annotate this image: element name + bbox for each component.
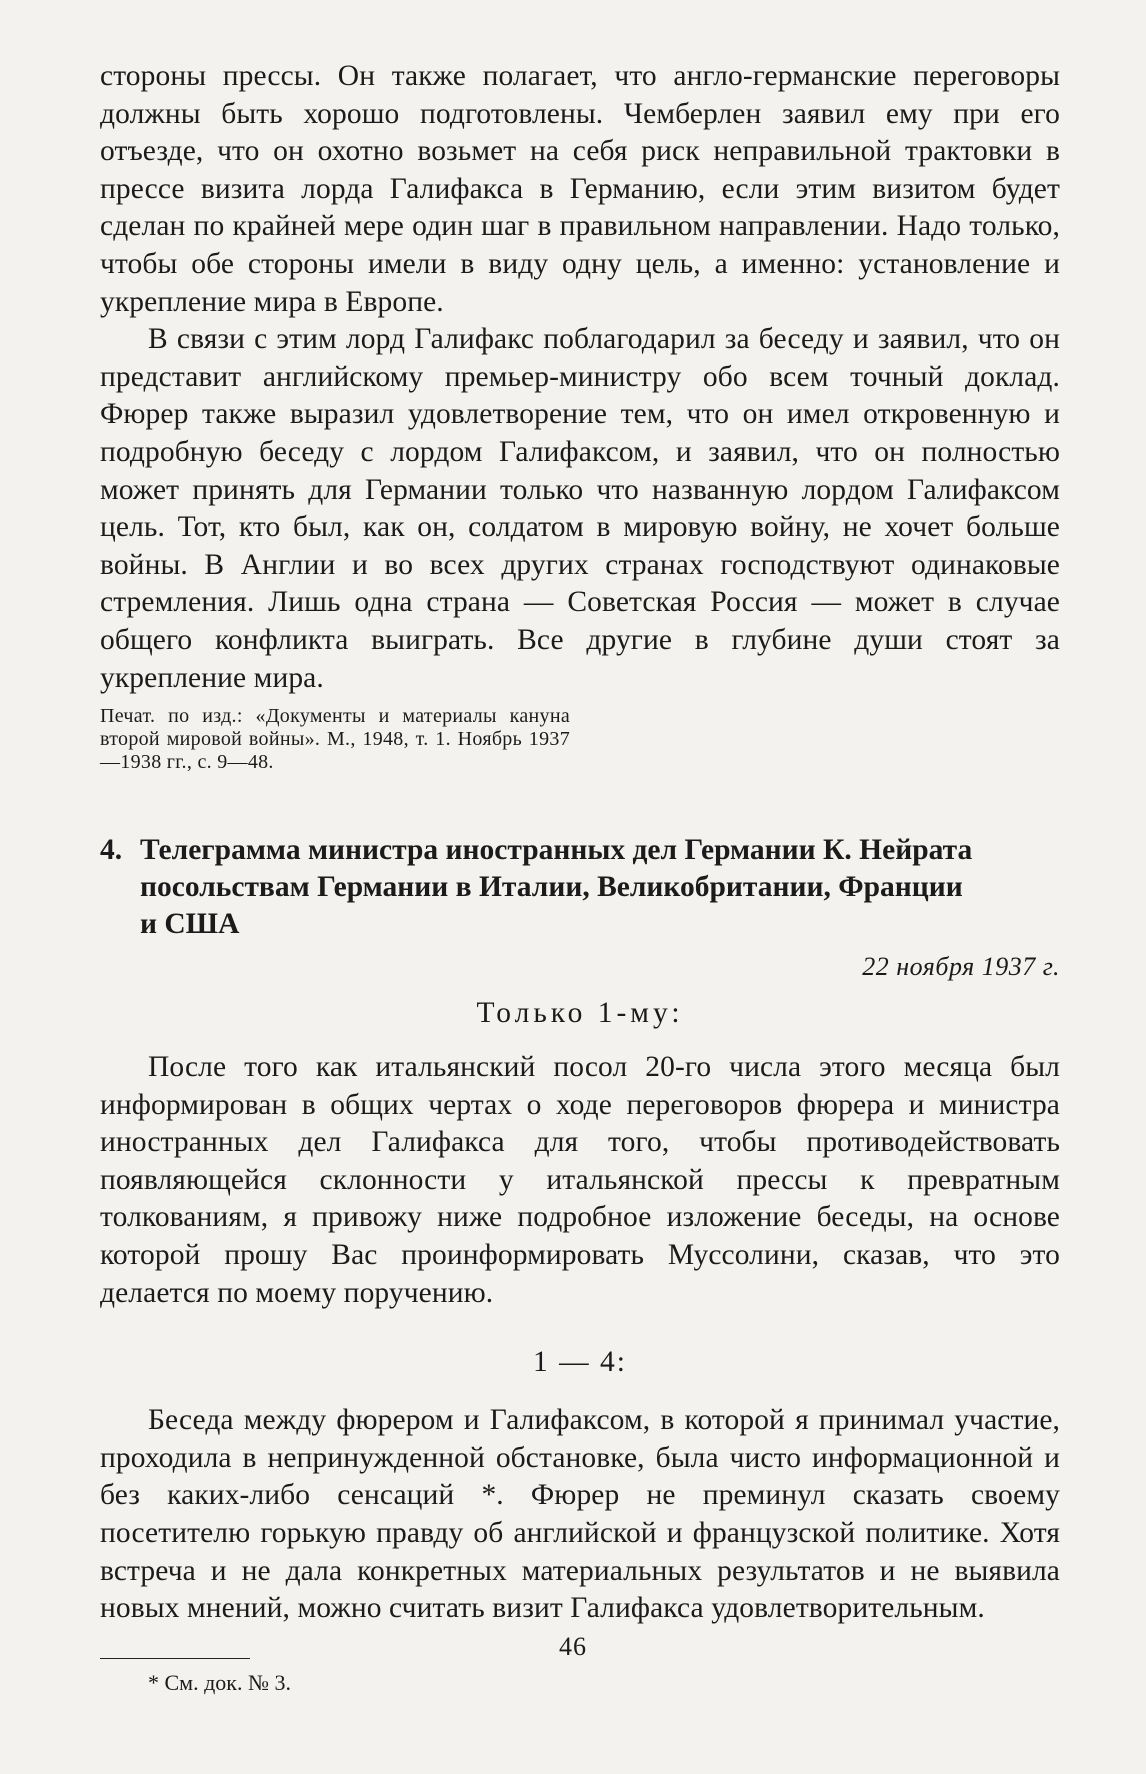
- document-title-line3: и США: [140, 908, 240, 941]
- paragraph-halifax-response: В связи с этим лорд Галифакс поблагодарил за беседу и заявил, что он представит английскому премьер-министру обо всем точный доклад. Фюрер также выразил удовлетворение тем, что он имел откровенную и подробную беседу с лордом Галифаксом, и заявил, что он полностью может принять для Германии только что названную лордом Галифаксом цель. Тот, кто был, как он, солдатом в мировую войну, не хочет больше войны. В Англии и во всех других странах господствуют одинаковые стремления. Лишь одна страна — Советская Россия — может в случае общего конфликта выиграть. Все другие в глубине души стоят за укрепление мира.: [100, 323, 1060, 694]
- page-number: 46: [559, 1632, 587, 1661]
- document-title-line1: Телеграмма министра иностранных дел Германии К. Нейрата: [140, 834, 973, 867]
- paragraph-conversation: Беседа между фюрером и Галифаксом, в которой я принимал участие, проходила в непринужденной обстановке, была чисто информационной и без каких-либо сенсаций *. Фюрер не преминул сказать своему посетителю горькую правду об английской и французской политике. Хотя встреча и не дала конкретных материальных результатов и не выявила новых мнений, можно считать визит Галифакса удовлетворительным.: [100, 1404, 1060, 1625]
- footnote: * См. док. № 3.: [148, 1669, 291, 1695]
- addressee-label: Только 1-му:: [476, 997, 684, 1030]
- spacer: [100, 1031, 1060, 1049]
- document-title-line2: посольствам Германии в Италии, Великобритании, Франции: [140, 871, 963, 904]
- paragraph-continuation: стороны прессы. Он также полагает, что англо-германские переговоры должны быть хорошо подготовлены. Чемберлен заявил ему при его отъезде, что он охотно возьмет на себя риск неправильной трактовки в прессе визита лорда Галифакса в Германию, если этим визитом будет сделан по крайней мере один шаг в правильном направлении. Надо только, чтобы обе стороны имели в виду одну цель, а именно: установление и укрепление мира в Европе.: [100, 60, 1060, 318]
- document-heading: [100, 832, 1060, 943]
- document-page: [100, 58, 1060, 1697]
- paragraph-italian-ambassador: После того как итальянский посол 20-го числа этого месяца был информирован в общих чертах о ходе переговоров фюрера и министра иностранных дел Галифакса для того, чтобы противодействовать появляющейся склонности у итальянской прессы к превратным толкованиям, я привожу ниже подробное изложение беседы, на основе которой прошу Вас проинформировать Муссолини, сказав, что это делается по моему поручению.: [100, 1051, 1060, 1309]
- source-note: Печат. по изд.: «Документы и материалы кануна второй мировой войны». М., 1948, т. 1. Ноябрь 1937—1938 гг., с. 9—48.: [100, 705, 570, 774]
- document-number: 4.: [100, 834, 123, 867]
- recipients-label: 1 — 4:: [533, 1346, 627, 1379]
- document-date: 22 ноября 1937 г.: [862, 952, 1060, 982]
